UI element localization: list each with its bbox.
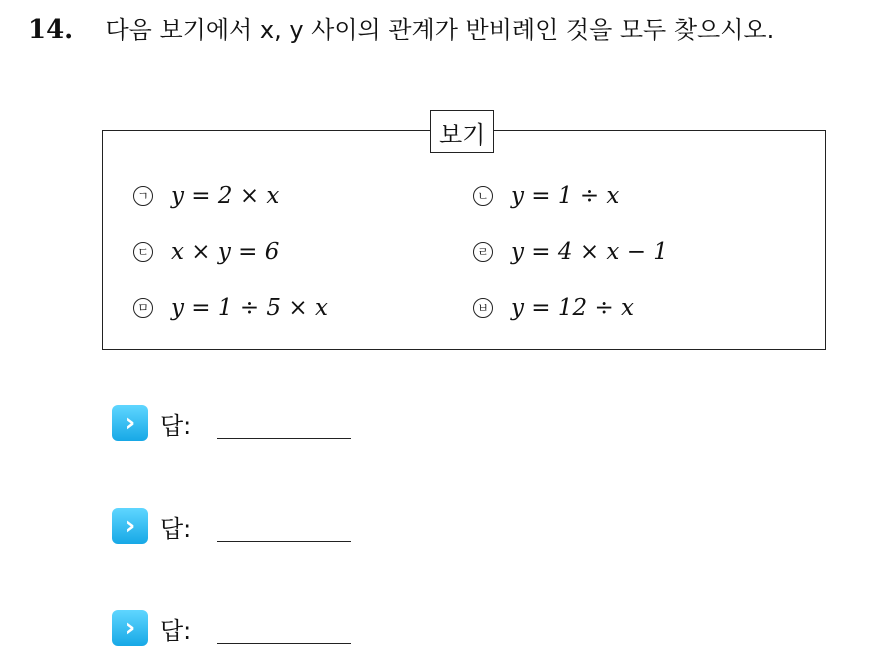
marker-mieum: ㅁ: [133, 298, 153, 318]
expression: y = 12 ÷ x: [511, 295, 635, 321]
answer-row: [112, 610, 351, 646]
answer-blank[interactable]: [217, 511, 351, 542]
example-box: [102, 130, 826, 350]
marker-bieup: ㅂ: [473, 298, 493, 318]
answer-label: 답:: [160, 514, 192, 543]
answer-row: [112, 508, 351, 544]
chevron-right-icon: ›: [112, 508, 148, 544]
chevron-right-icon: ›: [112, 405, 148, 441]
question-number: 14.: [28, 15, 74, 45]
expression: y = 1 ÷ x: [511, 183, 620, 209]
example-item: [133, 239, 279, 265]
marker-nieun: ㄴ: [473, 186, 493, 206]
answer-blank[interactable]: [217, 408, 351, 439]
example-item: [473, 183, 619, 209]
example-item: [473, 295, 634, 321]
answer-label: 답:: [160, 411, 192, 440]
example-item: [133, 295, 328, 321]
box-label: 보기: [430, 110, 494, 153]
question-text: 다음 보기에서 x, y 사이의 관계가 반비례인 것을 모두 찾으시오.: [105, 16, 775, 44]
expression: y = 1 ÷ 5 × x: [171, 295, 328, 321]
marker-digeut: ㄷ: [133, 242, 153, 262]
expression: y = 2 × x: [171, 183, 280, 209]
example-item: [473, 239, 668, 265]
marker-giyeok: ㄱ: [133, 186, 153, 206]
example-item: [133, 183, 279, 209]
marker-rieul: ㄹ: [473, 242, 493, 262]
expression: x × y = 6: [171, 239, 280, 265]
chevron-right-icon: ›: [112, 610, 148, 646]
expression: y = 4 × x − 1: [511, 239, 668, 265]
question-title: [28, 10, 774, 45]
answer-blank[interactable]: [217, 613, 351, 644]
answer-label: 답:: [160, 616, 192, 645]
answer-row: [112, 405, 351, 441]
